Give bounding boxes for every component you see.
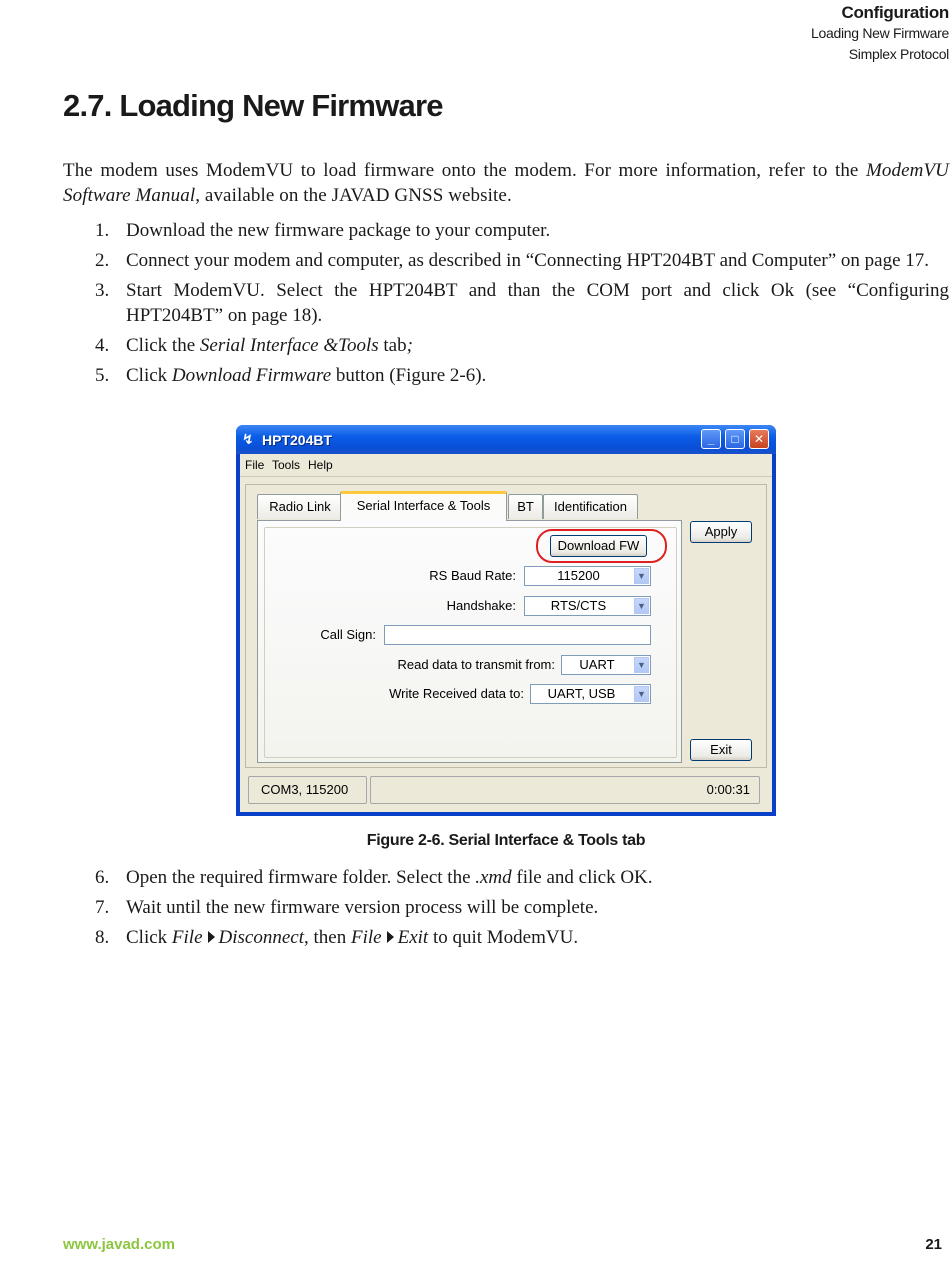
handshake-select[interactable] — [524, 596, 651, 616]
baud-rate-select[interactable] — [524, 566, 651, 586]
write-to-select[interactable] — [530, 684, 651, 704]
intro-paragraph — [63, 158, 949, 208]
tab-panel — [257, 520, 682, 763]
step-4 — [63, 333, 949, 358]
menu-path-exit: Exit — [397, 927, 429, 948]
header-subsection: Simplex Protocol — [848, 46, 949, 62]
apply-button[interactable]: Apply — [690, 521, 752, 543]
step-number: 8. — [95, 927, 110, 948]
baud-rate-label: RS Baud Rate: — [429, 568, 516, 583]
tab-name-reference: Serial Interface &Tools — [199, 335, 379, 356]
exit-button[interactable]: Exit — [690, 739, 752, 761]
app-icon: ↯ — [242, 431, 254, 447]
read-from-value: UART — [579, 657, 615, 672]
read-from-select[interactable] — [561, 655, 651, 675]
title-bar[interactable] — [236, 425, 776, 454]
step-3 — [63, 278, 949, 328]
step-1 — [63, 218, 949, 243]
window-title: HPT204BT — [262, 432, 333, 448]
step-text: , then — [304, 927, 351, 948]
call-sign-input[interactable] — [384, 625, 651, 645]
step-8 — [63, 925, 949, 950]
file-extension: .xmd — [475, 867, 512, 888]
step-text: Wait until the new firmware version process will be complete. — [126, 897, 599, 918]
header-chapter: Configuration — [841, 3, 949, 22]
write-to-label: Write Received data to: — [389, 686, 524, 701]
write-to-value: UART, USB — [547, 686, 616, 701]
steps-list-before — [63, 218, 949, 393]
section-title: 2.7. Loading New Firmware — [63, 88, 443, 123]
step-2 — [63, 248, 949, 273]
menu-help[interactable]: Help — [308, 458, 333, 472]
step-number: 1. — [95, 220, 110, 241]
running-header — [811, 2, 949, 65]
step-number: 7. — [95, 897, 110, 918]
step-text: Start ModemVU. Select the HPT204BT and than the COM port and click Ok (see “Configuring HPT204BT” on page 18). — [126, 280, 949, 326]
minimize-icon: _ — [707, 432, 715, 446]
figure-caption: Figure 2-6. Serial Interface & Tools tab — [366, 832, 646, 849]
status-time: 0:00:31 — [370, 776, 760, 804]
menu-path-file: File — [350, 927, 382, 948]
step-text: Click the — [126, 335, 200, 356]
window-client — [240, 454, 772, 812]
tab-serial-interface-tools[interactable]: Serial Interface & Tools — [340, 491, 507, 521]
step-text: Connect your modem and computer, as described in “Connecting HPT204BT and Computer” on page 17. — [126, 250, 930, 271]
menu-path-disconnect: Disconnect — [218, 927, 305, 948]
step-text: to quit ModemVU. — [428, 927, 579, 948]
step-punctuation: ; — [406, 335, 413, 356]
menu-path-file: File — [171, 927, 203, 948]
minimize-button[interactable] — [701, 429, 721, 449]
maximize-icon: □ — [731, 432, 739, 446]
step-text: Click — [126, 927, 172, 948]
step-text: Download the new firmware package to your computer. — [126, 220, 551, 241]
status-bar — [240, 768, 772, 812]
tab-bt[interactable]: BT — [508, 494, 543, 519]
handshake-label: Handshake: — [446, 598, 516, 613]
menu-arrow-icon — [208, 931, 215, 943]
intro-text-1: The modem uses ModemVU to load firmware onto the modem. For more information, refer to the — [63, 160, 866, 181]
step-text: file and click OK. — [511, 867, 653, 888]
status-port: COM3, 115200 — [248, 776, 367, 804]
page-number: 21 — [925, 1236, 942, 1253]
handshake-value: RTS/CTS — [550, 598, 607, 613]
footer-website-link[interactable]: www.javad.com — [63, 1236, 175, 1253]
menu-tools[interactable]: Tools — [272, 458, 301, 472]
hpt204bt-window — [236, 425, 776, 816]
baud-rate-value: 115200 — [557, 568, 600, 583]
manual-reference: ModemVU Software Manual — [63, 160, 949, 206]
chevron-down-icon[interactable]: ▼ — [634, 568, 649, 584]
close-icon: ✕ — [753, 432, 765, 446]
step-number: 5. — [95, 365, 110, 386]
call-sign-label: Call Sign: — [320, 627, 376, 642]
steps-list-after — [63, 865, 949, 955]
step-number: 6. — [95, 867, 110, 888]
menu-bar — [240, 454, 772, 477]
tab-radio-link[interactable]: Radio Link — [257, 494, 343, 519]
step-text: Open the required firmware folder. Select the — [126, 867, 476, 888]
step-text: tab — [378, 335, 407, 356]
step-6 — [63, 865, 949, 890]
step-5 — [63, 363, 949, 388]
maximize-button[interactable] — [725, 429, 745, 449]
step-text: Click — [126, 365, 172, 386]
header-section: Loading New Firmware — [811, 25, 949, 41]
close-button[interactable] — [749, 429, 769, 449]
menu-arrow-icon — [387, 931, 394, 943]
read-from-label: Read data to transmit from: — [397, 657, 555, 672]
step-number: 4. — [95, 335, 110, 356]
tab-identification[interactable]: Identification — [543, 494, 638, 519]
button-name-reference: Download Firmware — [171, 365, 332, 386]
chevron-down-icon[interactable]: ▼ — [634, 657, 649, 673]
chevron-down-icon[interactable]: ▼ — [634, 686, 649, 702]
step-number: 3. — [95, 280, 110, 301]
menu-file[interactable]: File — [245, 458, 265, 472]
step-text: button (Figure 2-6). — [331, 365, 487, 386]
step-7 — [63, 895, 949, 920]
download-fw-button[interactable]: Download FW — [550, 535, 647, 557]
intro-text-2: , available on the JAVAD GNSS website. — [195, 185, 512, 206]
step-number: 2. — [95, 250, 110, 271]
chevron-down-icon[interactable]: ▼ — [634, 598, 649, 614]
